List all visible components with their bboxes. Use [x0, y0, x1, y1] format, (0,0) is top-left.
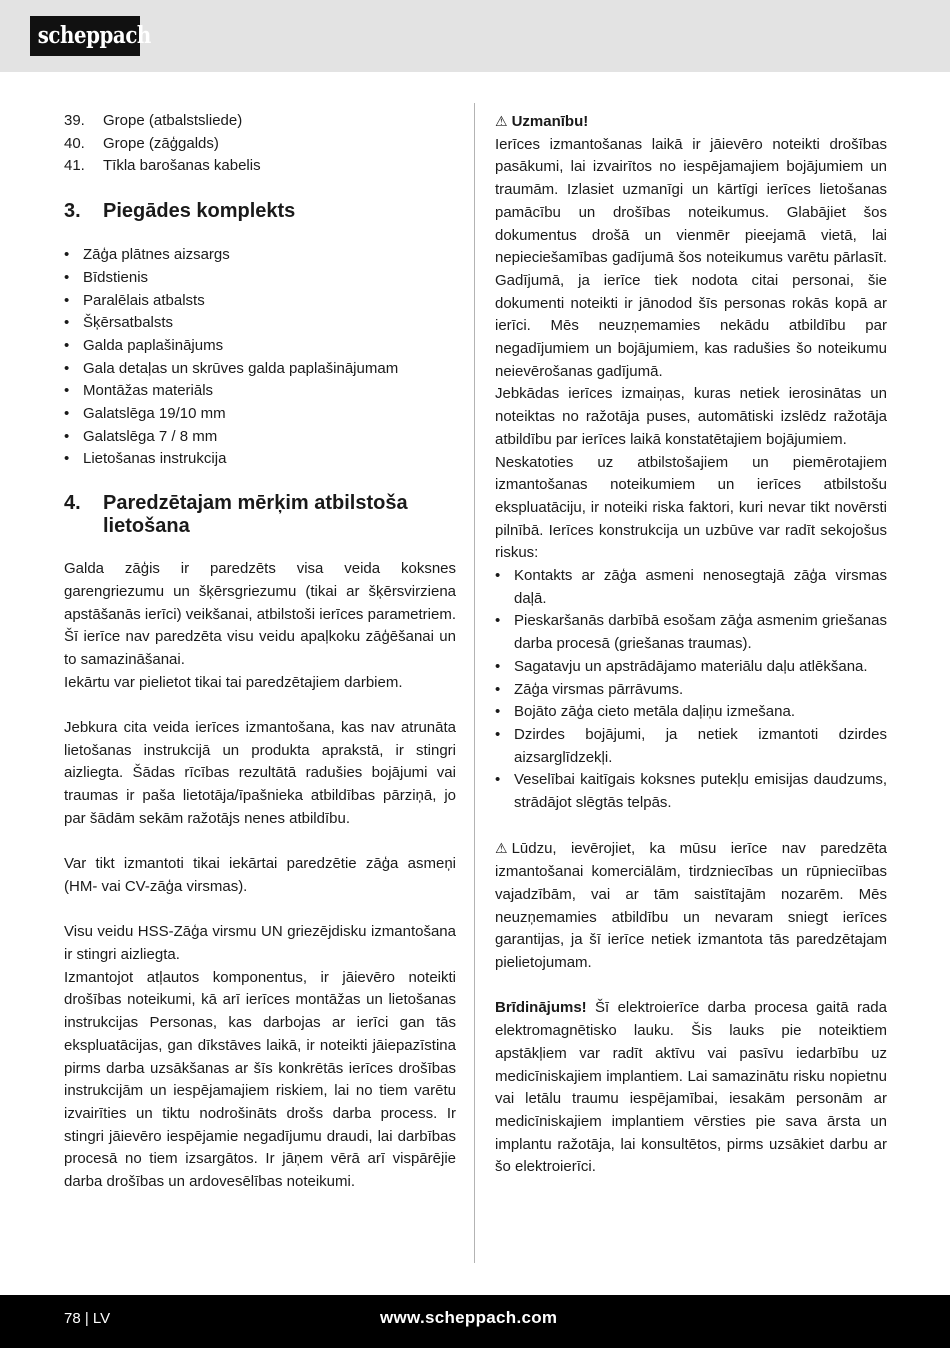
emf-warning-text: Šī elektroierīce darba procesa gaitā rada elektromagnētisko lauku. Šis lauks pie noteiktiem apstākļiem var radīt aktīvu vai pasīvu iedarbību uz medicīniskajiem implantiem. Lai samazinātu risku nopietnu vai letālu traumu iespējamībai, iesakām personām ar medicīniskajiem implantiem vērsties pie sava ārsta un implantu ražotāja, lai konsultētos, pirms uzsākiet darbu ar šo elektroierīci.	[495, 999, 887, 1176]
list-item	[64, 133, 456, 156]
parts-list	[64, 110, 456, 178]
list-item: • Montāžas materiāls	[64, 380, 456, 403]
notice-paragraph	[495, 837, 887, 974]
column-divider	[474, 103, 475, 1263]
section-title: Paredzētajam mērķim atbilstoša lietošana	[103, 492, 408, 538]
emf-warning-paragraph	[495, 997, 887, 1179]
paragraph: Jebkura cita veida ierīces izmantošana, kas nav atrunāta lietošanas instrukcijā un produkta aprakstā, ir stingri aizliegta. Šādas rīcības rezultātā radušies bojājumi vai traumas ir paša lietotāja/īpašnieka atbildības pārziņā, jo par šādām sekām ražotājs nenes atbildību.	[64, 719, 456, 827]
list-item: • Veselībai kaitīgais koksnes putekļu emisijas daudzums, strādājot slēgtās telpās.	[495, 769, 887, 814]
item-number: 40.	[64, 134, 85, 152]
section-number: 4.	[64, 492, 81, 515]
warning-title: Uzmanību!	[511, 113, 589, 130]
list-item: • Šķērsatbalsts	[64, 312, 456, 335]
item-number: 39.	[64, 112, 85, 129]
section-heading-intended-use	[64, 492, 456, 538]
notice-text: Lūdzu, ievērojiet, ka mūsu ierīce nav paredzēta izmantošanai komerciālām, tirdzniecības un rūpnieciības vajadzībām, vai ar tām saistītajām nozarēm. Mēs neuzņemamies atbildību un nevaram sniegt ierīces garantijas, ja šī ierīce netiek izmantota tās paredzētajam pielietojumam.	[495, 840, 887, 971]
list-item: • Sagatavju un apstrādājamo materiālu daļu atlēkšana.	[495, 656, 887, 679]
list-item	[64, 110, 456, 133]
section-number: 3.	[64, 200, 81, 223]
delivery-list	[64, 244, 456, 471]
list-item: • Dzirdes bojājumi, ja netiek izmantoti dzirdes aizsarglīdzekļi.	[495, 724, 887, 769]
footer-bar	[0, 1295, 950, 1348]
paragraph: Var tikt izmantoti tikai iekārtai paredzētie zāģa asmeņi (HM- vai CV-zāģa virsmas).	[64, 855, 456, 895]
list-item: • Zāģa virsmas pārrāvums.	[495, 679, 887, 702]
list-item: • Zāģa plātnes aizsargs	[64, 244, 456, 267]
list-item: • Pieskaršanās darbībā esošam zāģa asmenim griešanas darba procesā (griešanas traumas).	[495, 610, 887, 655]
emf-warning-label: Brīdinājums!	[495, 999, 587, 1017]
section-heading-delivery	[64, 200, 456, 223]
list-item: • Lietošanas instrukcija	[64, 448, 456, 471]
right-column	[495, 110, 887, 1179]
list-item	[64, 155, 456, 178]
list-item: • Bīdstienis	[64, 267, 456, 290]
list-item: • Paralēlais atbalsts	[64, 290, 456, 313]
item-number: 41.	[64, 157, 85, 175]
warning-heading	[495, 110, 887, 134]
section-title: Piegādes komplekts	[103, 200, 296, 223]
scheppach-logo	[30, 16, 151, 56]
risk-list	[495, 565, 887, 815]
list-item: • Gala detaļas un skrūves galda paplašinājumam	[64, 358, 456, 381]
paragraph: Visu veidu HSS-Zāģa virsmu UN griezējdisku izmantošana ir stingri aizliegta.	[64, 923, 456, 964]
logo-text: scheppach	[37, 22, 151, 49]
list-item: • Galatslēga 19/10 mm	[64, 403, 456, 426]
paragraph: Jebkādas ierīces izmaiņas, kuras netiek ierosinātas un noteiktas no ražotāja puses, automātiski izslēdz ražotāja atbildību par ierīces laikā konstatētajiem bojājumiem.	[495, 385, 887, 448]
list-item: • Galda paplašinājums	[64, 335, 456, 358]
warning-triangle-icon: ⚠	[495, 113, 508, 129]
paragraph: Neskatoties uz atbilstošajiem un piemērotajiem izmantošanas noteikumiem un ierīces atbilstošu ekspluatāciju, ir noteiki riska faktori, kuri nevar tikt novērsti pilnībā. Ierīces konstrukcija un uzbūve var radīt sekojošus riskus:	[495, 453, 887, 562]
item-text: Grope (zāģgalds)	[103, 134, 219, 152]
paragraph: Izmantojot atļautos komponentus, ir jāievēro noteikti drošības noteikumi, kā arī ierīces montāžas un lietošanas instrukcijas Personas, kas darbojas ar ierīci gan tās ekspluatācijas, gan dīkstāves laikā, ir noteikti jāiepazīstina pirms darba uzsākšanas ar šīs konkrētās ierīces drošības instrukcijām un iespējamajiem riskiem, lai no tiem varētu izvairīties un tiktu nodrošināts drošs darba process. Ir stingri jāievēro iespējamie negadījumu draudi, lai darbības procesā no tiem izsargātos. Ir jāņem vērā arī vispārējie darba drošības un ardovesēlības noteikumi.	[64, 968, 456, 1191]
list-item: • Bojāto zāģa cieto metāla daļiņu izmešana.	[495, 701, 887, 724]
list-item: • Kontakts ar zāģa asmeni nenosegtajā zāģa virsmas daļā.	[495, 565, 887, 610]
left-column	[64, 110, 456, 1194]
item-text: Tīkla barošanas kabelis	[103, 157, 261, 175]
header-band	[0, 0, 950, 72]
paragraph: Iekārtu var pielietot tikai tai paredzētajiem darbiem.	[64, 673, 403, 691]
page-number: 78 | LV	[64, 1310, 111, 1327]
item-text: Grope (atbalstsliede)	[103, 112, 243, 129]
paragraph: Galda zāģis ir paredzēts visa veida koksnes garengriezumu un šķērsgriezumu (tikai ar šķērsvirziena apstāšanās ierīci) veikšanai, atbilstoši ierīces parametriem. Šī ierīce nav paredzēta visu veidu apaļkoku zāģēšanai un to samazināšanai.	[64, 560, 456, 668]
warning-triangle-icon: ⚠	[495, 840, 508, 857]
paragraph: Ierīces izmantošanas laikā ir jāievēro noteikti drošības pasākumi, lai izvairītos no iespējamajiem bojājumiem un traumām. Izlasiet uzmanīgi un kārtīgi ierīces lietošanas pamācību un drošības noteikumus. Glabājiet šos dokumentus drošā un vienmēr pieejamā vietā, lai nepieciešamības gadījumā šos noteikumus varētu pārlasīt. Gadījumā, ja ierīce tiek nodota citai personai, šie dokumenti noteikti ir jānodod šīs personas rokās kopā ar ierīci. Mēs neuzņemamies nekādu atbildību par negadījumiem un bojājumiem, kas radušies šo noteikumu neievērošanas gadījumā.	[495, 135, 887, 380]
website-link[interactable]: www.scheppach.com	[380, 1308, 558, 1327]
list-item: • Galatslēga 7 / 8 mm	[64, 426, 456, 449]
